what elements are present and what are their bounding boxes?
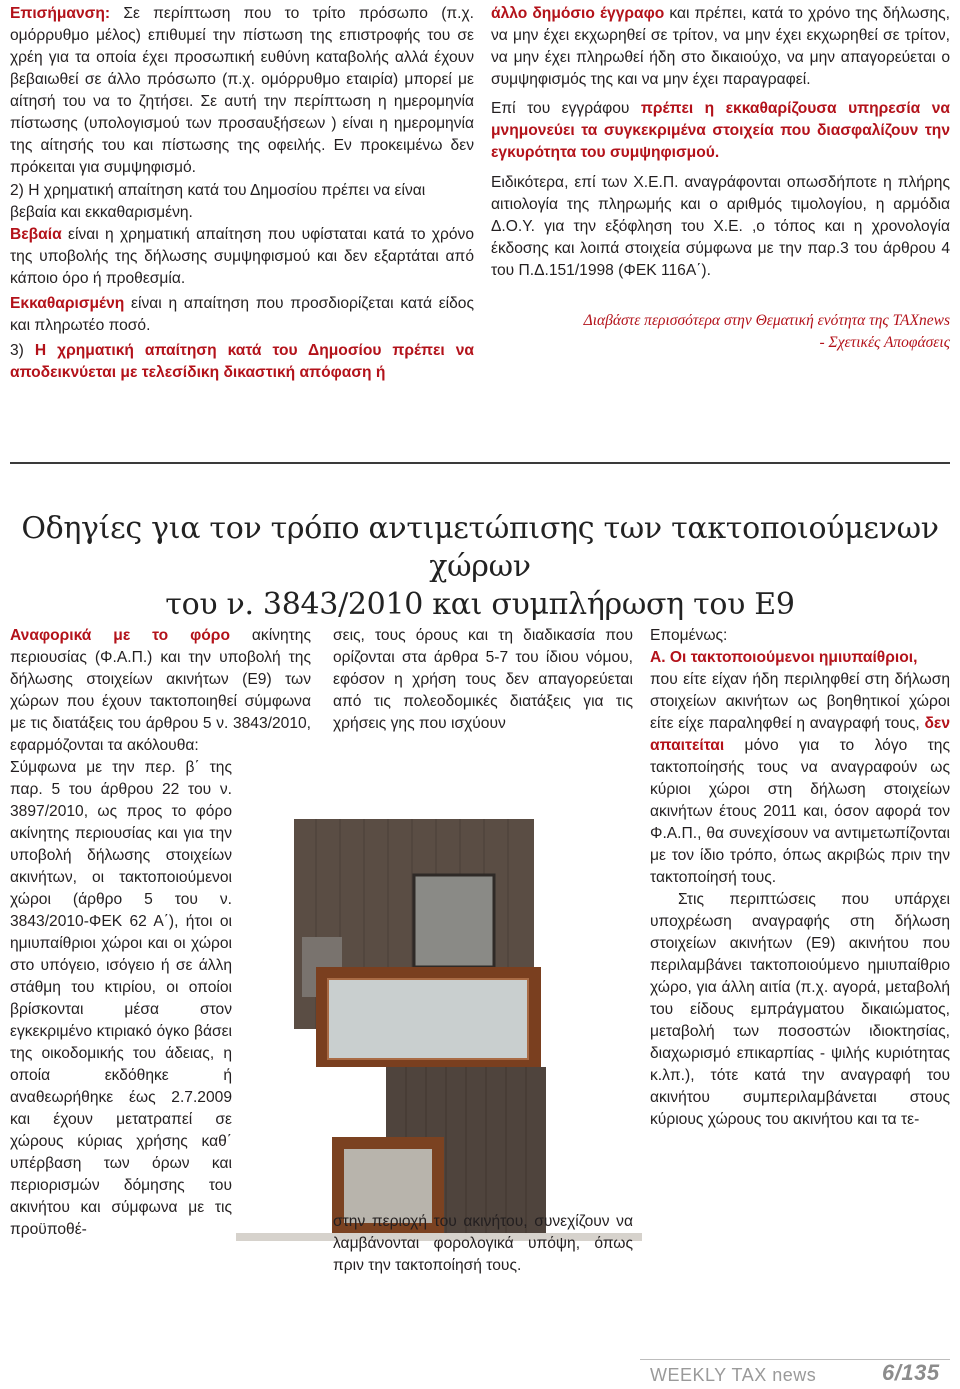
column1-body: Σύμφωνα με την περ. β΄ της παρ. 5 του άρθρου 22 του ν. 3897/2010, ως προς το φόρο ακίνητης περιουσίας και για την υποβολή δήλωσης στοιχείων ακινήτων, οι τακτοποιούμενοι χώροι (άρθρο 5 του ν. 3843/2010-ΦΕΚ 62 Α΄), ήτοι οι ημιυπαίθριοι χώροι και οι χώροι στο υπόγειο, ισόγειο ή σε άλλη στάθμη του κτιρίου, οι οποίοι βρίσκονται μέσα στον εγκεκριμένο κτιριακό όγκο βάσει της οικοδομικής του άδειας, η οποία εκδόθηκε ή αναθεωρήθηκε έως 2.7.2009 και έχουν μετατραπεί σε χώρους κύριας χρήσης καθ΄ υπέρβαση των όρων και περιορισμών δόμησης του ακινήτου και σύμφωνα με τις προϋποθέ- [10, 759, 232, 1238]
note-text: Σε περίπτωση που το τρίτο πρόσωπο (π.χ. ομόρρυθμο μέλος) επιθυμεί την πίστωση της επιστροφής του σε χρέη για τα οποία έχει προσωπική ευθύνη καταβολής αλλά έχουν βεβαιωθεί σε άλλο πρόσωπο (π.χ. ομόρρυθμο εταιρία) μπορεί με αίτησή του να το ζητήσει. Σε αυτή την περίπτωση η ημερομηνία πίστωσης (υπολογισμού των προσαυξήσεων ) είναι η ημερομηνία της αίτησής του και πίστωσης της οφειλής. Εν προκειμένω δεν πρόκειται για συμψηφισμό. [10, 5, 474, 176]
article-column-3 [650, 625, 950, 1131]
definition-certain [10, 224, 474, 290]
xep-details: Ειδικότερα, επί των Χ.Ε.Π. αναγράφονται οπωσδήποτε η πλήρης αιτιολογία της πληρωμής και ο αριθμός τιμολογίου, η αρμόδια Δ.Ο.Υ. για την εξόφληση του Χ.Ε. ,ο τόπος και η χρονολογία έκδοσης και λοιπά στοιχεία σύμφωνα με την παρ.3 του άρθρου 4 του Π.Δ.151/1998 (ΦΕΚ 116Α΄). [491, 174, 950, 279]
term-settled: Εκκαθαρισμένη [10, 295, 125, 312]
section-a-heading: Α. Οι τακτοποιούμενοι ημιυπαίθριοι, [650, 649, 918, 666]
article-title [10, 510, 950, 624]
top-right-column [491, 3, 950, 354]
term-certain: Βεβαία [10, 226, 62, 243]
note-label: Επισήμανση: [10, 5, 111, 22]
section-a-text-2: μόνο για το λόγο της τακτοποίησής τους να αναγραφούν ως κύριοι χώροι στη δήλωση στοιχείων ακινήτων έτους 2011 και, όσον αφορά τον Φ.Α.Π., θα συνεχίσουν να αντιμετωπίζονται με τον ίδιο τρόπο, όπως ακριβώς πριν την τακτοποίησή τους. [650, 737, 950, 886]
term-certain-text: είναι η χρηματική απαίτηση που υφίσταται κατά το χρόνο της υποβολής της δήλωσης συμψηφισμού και δεν εξαρτάται από κάποιο όρο ή προθεσμία. [10, 226, 474, 287]
section-a-text [650, 669, 950, 889]
condition-3-number: 3) [10, 342, 35, 359]
building-photo [236, 807, 642, 1241]
document-paragraph [491, 3, 950, 91]
lead-text: ακίνητης περιουσίας (Φ.Α.Π.) και την υποβολή της δήλωσης στοιχείων ακινήτων (Ε9) των χώρων που έχουν τακτοποιηθεί σύμφωνα με τις διατάξεις του άρθρου 5 ν. 3843/2010, εφαρμόζονται τα ακόλουθα: [10, 627, 311, 754]
section-a-text-1: που είτε είχαν ήδη περιληφθεί στη δήλωση στοιχείων ακινήτων ως βοηθητικοί χώροι είτε είχε παραληφθεί η αναγραφή τους, [650, 671, 950, 732]
article-column-2-bottom [333, 1211, 633, 1277]
read-more-line1[interactable]: Διαβάστε περισσότερα στην Θεματική ενότητα της TAXnews [583, 312, 950, 329]
lead-paragraph [10, 625, 311, 757]
document-req-bold: πρέπει η εκκαθαρίζουσα υπηρεσία να μνημονεύει τα συγκεκριμένα στοιχεία που διασφαλίζουν την εγκυρότητα του συμψηφισμού. [491, 100, 950, 161]
footer-publication: WEEKLY TAX news [650, 1365, 817, 1385]
column2-top-text: σεις, τους όρους και τη διαδικασία που ορίζονται στα άρθρα 5-7 του ίδιου νόμου, εφόσον η χρήση τους δεν απαγορεύεται από τις πολεοδομικές διατάξεις για τις χρήσεις γης που ισχύουν [333, 627, 633, 732]
document-req-lead: Επί του εγγράφου [491, 100, 641, 117]
public-document-text: και πρέπει, κατά το χρόνο της δήλωσης, να μην έχει εκχωρηθεί σε τρίτον, να μην έχει εκχωρηθεί σε τρίτον, να μην έχει πληρωθεί ήδη στο δικαιούχο, να μην απαγορεύεται ο συμψηφισμός της και να μην έχει παραγραφεί. [491, 5, 950, 88]
top-left-column [10, 3, 474, 384]
article-title-line2: του ν. 3843/2010 και συμπλήρωση του Ε9 [165, 587, 795, 622]
condition-3 [10, 340, 474, 384]
not-required-bold: δεν απαιτείται [650, 715, 950, 754]
condition-2: 2) Η χρηματική απαίτηση κατά του Δημοσίου πρέπει να είναι βεβαία και εκκαθαρισμένη. [10, 182, 426, 221]
read-more-line2[interactable]: - Σχετικές Αποφάσεις [819, 334, 950, 351]
read-more-link[interactable] [491, 310, 950, 354]
document-requirements [491, 98, 950, 164]
definition-settled [10, 293, 474, 337]
section-a-cases: Στις περιπτώσεις που υπάρχει υποχρέωση αναγραφής στη δήλωση στοιχείων ακινήτων (Ε9) ακινήτου που περιλαμβάνει τακτοποιούμενο ημιυπαίθριο χώρο, για άλλη αιτία (π.χ. αγορά, μεταβολή του είδους εμπράγματου δικαιώματος, μεταβολή των ποσοστών ιδιοκτησίας, διαχωρισμό επικαρπίας - ψιλής κυριότητας κ.λπ.), τότε κατά την αναγραφή του ακινήτου συμπεριλαμβάνεται στους κύριους χώρους του ακινήτου και τα τε- [650, 891, 950, 1128]
lead-bold: Αναφορικά με το φόρο [10, 627, 230, 644]
term-settled-text: είναι η απαίτηση που προσδιορίζεται κατά είδος και πληρωτέο ποσό. [10, 295, 474, 334]
article-column-2-top [333, 625, 633, 735]
therefore-label: Επομένως: [650, 627, 728, 644]
section-divider [10, 462, 950, 464]
note-paragraph [10, 3, 474, 179]
condition-3-text: Η χρηματική απαίτηση κατά του Δημοσίου πρέπει να αποδεικνύεται με τελεσίδικη δικαστική απόφαση ή [10, 342, 474, 381]
article-title-line1: Οδηγίες για τον τρόπο αντιμετώπισης των τακτοποιούμενων χώρων [21, 511, 939, 584]
column2-bottom-text: στην περιοχή του ακινήτου, συνεχίζουν να λαμβάνονται φορολογικά υπόψη, όπως πριν την τακτοποίησή τους. [333, 1213, 633, 1274]
footer-page-number: 6/135 [882, 1360, 940, 1385]
public-document-term: άλλο δημόσιο έγγραφο [491, 5, 665, 22]
